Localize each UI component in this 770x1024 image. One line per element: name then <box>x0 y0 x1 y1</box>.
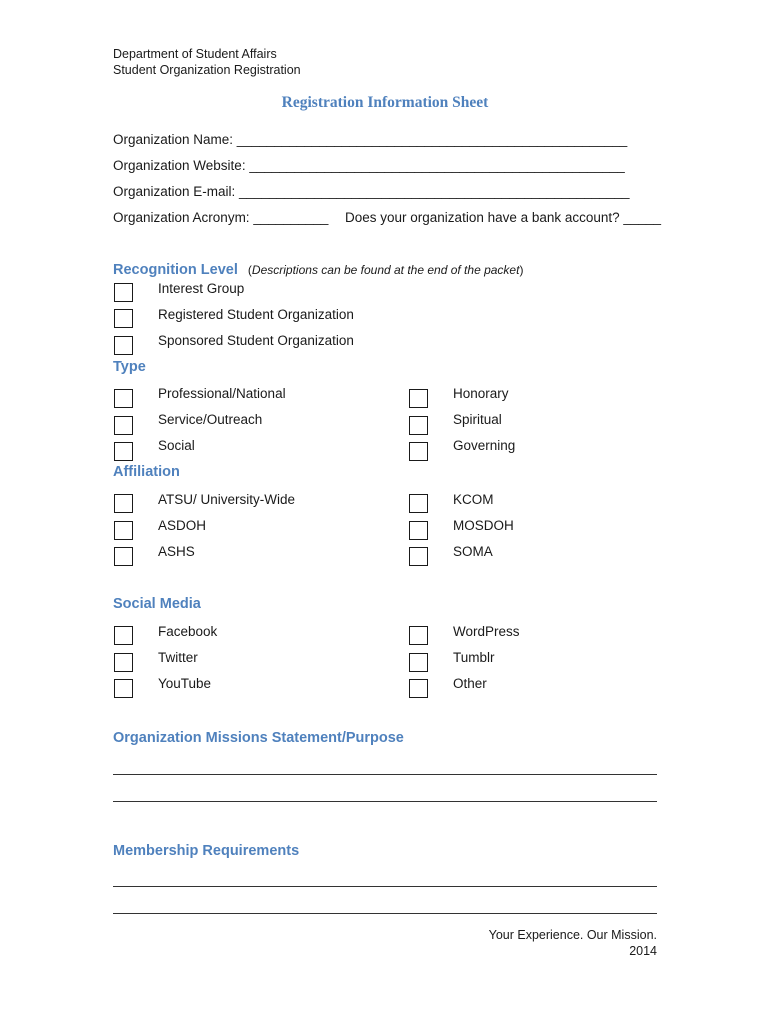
option-ashs: ASHS <box>158 544 195 559</box>
membership-heading: Membership Requirements <box>113 843 300 859</box>
option-tumblr: Tumblr <box>453 650 495 665</box>
checkbox-sponsored-org[interactable] <box>114 336 133 355</box>
option-interest-group: Interest Group <box>158 281 245 296</box>
option-registered-org: Registered Student Organization <box>158 307 354 322</box>
checkbox-service[interactable] <box>114 416 133 435</box>
mission-heading: Organization Missions Statement/Purpose <box>113 730 404 746</box>
type-heading: Type <box>113 359 146 375</box>
checkbox-social[interactable] <box>114 442 133 461</box>
mission-line-1[interactable] <box>113 774 657 775</box>
org-acronym-field[interactable]: Organization Acronym: __________ <box>113 210 329 225</box>
option-twitter: Twitter <box>158 650 198 665</box>
option-wordpress: WordPress <box>453 624 520 639</box>
social-media-heading: Social Media <box>113 596 201 612</box>
checkbox-honorary[interactable] <box>409 389 428 408</box>
footer-year: 2014 <box>629 944 657 958</box>
checkbox-tumblr[interactable] <box>409 653 428 672</box>
org-email-field[interactable]: Organization E-mail: ____________________________________________________ <box>113 184 630 199</box>
checkbox-wordpress[interactable] <box>409 626 428 645</box>
option-facebook: Facebook <box>158 624 218 639</box>
checkbox-professional[interactable] <box>114 389 133 408</box>
affiliation-heading: Affiliation <box>113 464 180 480</box>
checkbox-ashs[interactable] <box>114 547 133 566</box>
checkbox-soma[interactable] <box>409 547 428 566</box>
bank-account-field[interactable]: Does your organization have a bank account? _____ <box>345 210 661 225</box>
checkbox-facebook[interactable] <box>114 626 133 645</box>
checkbox-twitter[interactable] <box>114 653 133 672</box>
org-name-field[interactable]: Organization Name: ____________________________________________________ <box>113 132 628 147</box>
department-label: Department of Student Affairs <box>113 47 277 61</box>
option-other: Other <box>453 676 487 691</box>
checkbox-youtube[interactable] <box>114 679 133 698</box>
option-social: Social <box>158 438 195 453</box>
checkbox-atsu[interactable] <box>114 494 133 513</box>
option-asdoh: ASDOH <box>158 518 207 533</box>
option-honorary: Honorary <box>453 386 509 401</box>
option-professional: Professional/National <box>158 386 286 401</box>
option-sponsored-org: Sponsored Student Organization <box>158 333 354 348</box>
form-subtitle: Student Organization Registration <box>113 63 301 77</box>
checkbox-interest-group[interactable] <box>114 283 133 302</box>
recognition-level-heading <box>113 262 523 278</box>
membership-line-1[interactable] <box>113 886 657 887</box>
recognition-note: (Descriptions can be found at the end of the packet) <box>247 263 524 277</box>
checkbox-kcom[interactable] <box>409 494 428 513</box>
membership-line-2[interactable] <box>113 913 657 914</box>
checkbox-other[interactable] <box>409 679 428 698</box>
option-service: Service/Outreach <box>158 412 263 427</box>
checkbox-governing[interactable] <box>409 442 428 461</box>
checkbox-spiritual[interactable] <box>409 416 428 435</box>
option-mosdoh: MOSDOH <box>453 518 514 533</box>
checkbox-registered-org[interactable] <box>114 309 133 328</box>
footer-tagline: Your Experience. Our Mission. <box>488 928 657 942</box>
option-atsu: ATSU/ University-Wide <box>158 492 296 507</box>
option-governing: Governing <box>453 438 516 453</box>
option-soma: SOMA <box>453 544 493 559</box>
page-title: Registration Information Sheet <box>281 94 489 111</box>
recognition-heading-text: Recognition Level <box>113 262 238 278</box>
org-website-field[interactable]: Organization Website: __________________________________________________ <box>113 158 625 173</box>
checkbox-asdoh[interactable] <box>114 521 133 540</box>
checkbox-mosdoh[interactable] <box>409 521 428 540</box>
mission-line-2[interactable] <box>113 801 657 802</box>
option-youtube: YouTube <box>158 676 212 691</box>
option-kcom: KCOM <box>453 492 494 507</box>
option-spiritual: Spiritual <box>453 412 502 427</box>
